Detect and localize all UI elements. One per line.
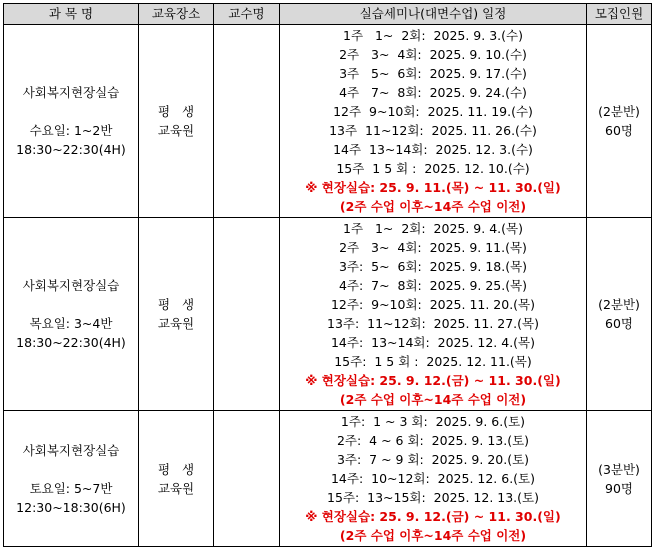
header-row	[4, 4, 652, 25]
sessions-cell	[280, 25, 587, 218]
session-line: 13주: 11~12회: 2025. 11. 27.(목)	[327, 316, 539, 331]
sessions-cell	[280, 411, 587, 547]
place-cell	[139, 411, 214, 547]
session-line: 1주 1~ 2회: 2025. 9. 4.(목)	[343, 221, 523, 236]
table-row	[4, 218, 652, 411]
table-row	[4, 411, 652, 547]
practicum-note: ※ 현장실습: 25. 9. 12.(금) ~ 11. 30.(일)	[305, 509, 561, 524]
course-time: 18:30~22:30(4H)	[16, 335, 126, 350]
session-line: 13주 11~12회: 2025. 11. 26.(수)	[329, 123, 537, 138]
place-cell	[139, 25, 214, 218]
course-cell	[4, 218, 139, 411]
session-line: 3주: 5~ 6회: 2025. 9. 18.(목)	[338, 259, 528, 274]
place-text: 교육원	[157, 123, 195, 138]
recruit-text: 60명	[605, 316, 633, 331]
sessions-cell	[280, 218, 587, 411]
recruit-text: (3분반)	[598, 461, 640, 477]
session-line: 15주 1 5 회 : 2025. 12. 10.(수)	[336, 161, 530, 176]
course-time: 18:30~22:30(4H)	[16, 142, 126, 157]
practicum-note: (2주 수업 이후~14주 수업 이전)	[339, 528, 527, 543]
practicum-note: ※ 현장실습: 25. 9. 12.(금) ~ 11. 30.(일)	[305, 373, 561, 388]
course-name: 사회복지현장실습	[22, 85, 120, 100]
session-line: 3주: 7 ~ 9 회: 2025. 9. 20.(토)	[336, 452, 530, 467]
recruit-cell	[587, 25, 652, 218]
session-line: 4주 7~ 8회: 2025. 9. 24.(수)	[339, 85, 527, 100]
place-text: 교육원	[157, 316, 195, 331]
header-course: 과 목 명	[4, 4, 139, 25]
session-line: 14주: 10~12회: 2025. 12. 6.(토)	[330, 471, 536, 486]
session-line: 14주: 13~14회: 2025. 12. 4.(목)	[330, 335, 536, 350]
professor-cell	[214, 218, 280, 411]
course-day-class: 목요일: 3~4반	[29, 316, 113, 331]
recruit-text: (2분반)	[598, 297, 640, 312]
session-line: 2주: 4 ~ 6 회: 2025. 9. 13.(토)	[336, 433, 530, 448]
place-text: 평 생	[157, 297, 195, 312]
session-line: 15주: 13~15회: 2025. 12. 13.(토)	[327, 490, 539, 505]
header-schedule: 실습세미나(대면수업) 일정	[280, 4, 587, 25]
session-line: 4주: 7~ 8회: 2025. 9. 25.(목)	[338, 278, 528, 293]
professor-cell	[214, 411, 280, 547]
recruit-text: 60명	[605, 123, 633, 138]
place-text: 교육원	[157, 480, 195, 496]
session-line: 12주: 9~10회: 2025. 11. 20.(목)	[330, 297, 536, 312]
session-line: 1주 1~ 2회: 2025. 9. 3.(수)	[343, 28, 523, 43]
session-line: 2주 3~ 4회: 2025. 9. 11.(목)	[339, 240, 527, 255]
place-text: 평 생	[157, 461, 195, 477]
practicum-note: (2주 수업 이후~14주 수업 이전)	[339, 199, 527, 214]
course-name: 사회복지현장실습	[22, 278, 120, 293]
schedule-table	[3, 3, 652, 547]
session-line: 2주 3~ 4회: 2025. 9. 10.(수)	[339, 47, 527, 62]
spacer	[4, 102, 138, 121]
professor-cell	[214, 25, 280, 218]
recruit-cell	[587, 411, 652, 547]
place-text: 평 생	[157, 104, 195, 119]
session-line: 14주 13~14회: 2025. 12. 3.(수)	[333, 142, 533, 157]
header-place: 교육장소	[139, 4, 214, 25]
session-line: 1주: 1 ~ 3 회: 2025. 9. 6.(토)	[340, 414, 526, 429]
session-line: 3주 5~ 6회: 2025. 9. 17.(수)	[339, 66, 527, 81]
recruit-cell	[587, 218, 652, 411]
course-cell	[4, 411, 139, 547]
course-day-class: 수요일: 1~2반	[29, 123, 113, 138]
header-professor: 교수명	[214, 4, 280, 25]
practicum-note: ※ 현장실습: 25. 9. 11.(목) ~ 11. 30.(일)	[305, 180, 561, 195]
table-row	[4, 25, 652, 218]
session-line: 12주 9~10회: 2025. 11. 19.(수)	[333, 104, 533, 119]
schedule-body	[4, 25, 652, 547]
spacer	[4, 460, 138, 479]
practicum-note: (2주 수업 이후~14주 수업 이전)	[339, 392, 527, 407]
course-name: 사회복지현장실습	[22, 442, 120, 458]
course-cell	[4, 25, 139, 218]
spacer	[4, 295, 138, 314]
header-recruit: 모집인원	[587, 4, 652, 25]
course-time: 12:30~18:30(6H)	[16, 499, 126, 515]
session-line: 15주: 1 5 회 : 2025. 12. 11.(목)	[334, 354, 532, 369]
course-day-class: 토요일: 5~7반	[29, 480, 113, 496]
recruit-text: 90명	[605, 480, 633, 496]
place-cell	[139, 218, 214, 411]
recruit-text: (2분반)	[598, 104, 640, 119]
